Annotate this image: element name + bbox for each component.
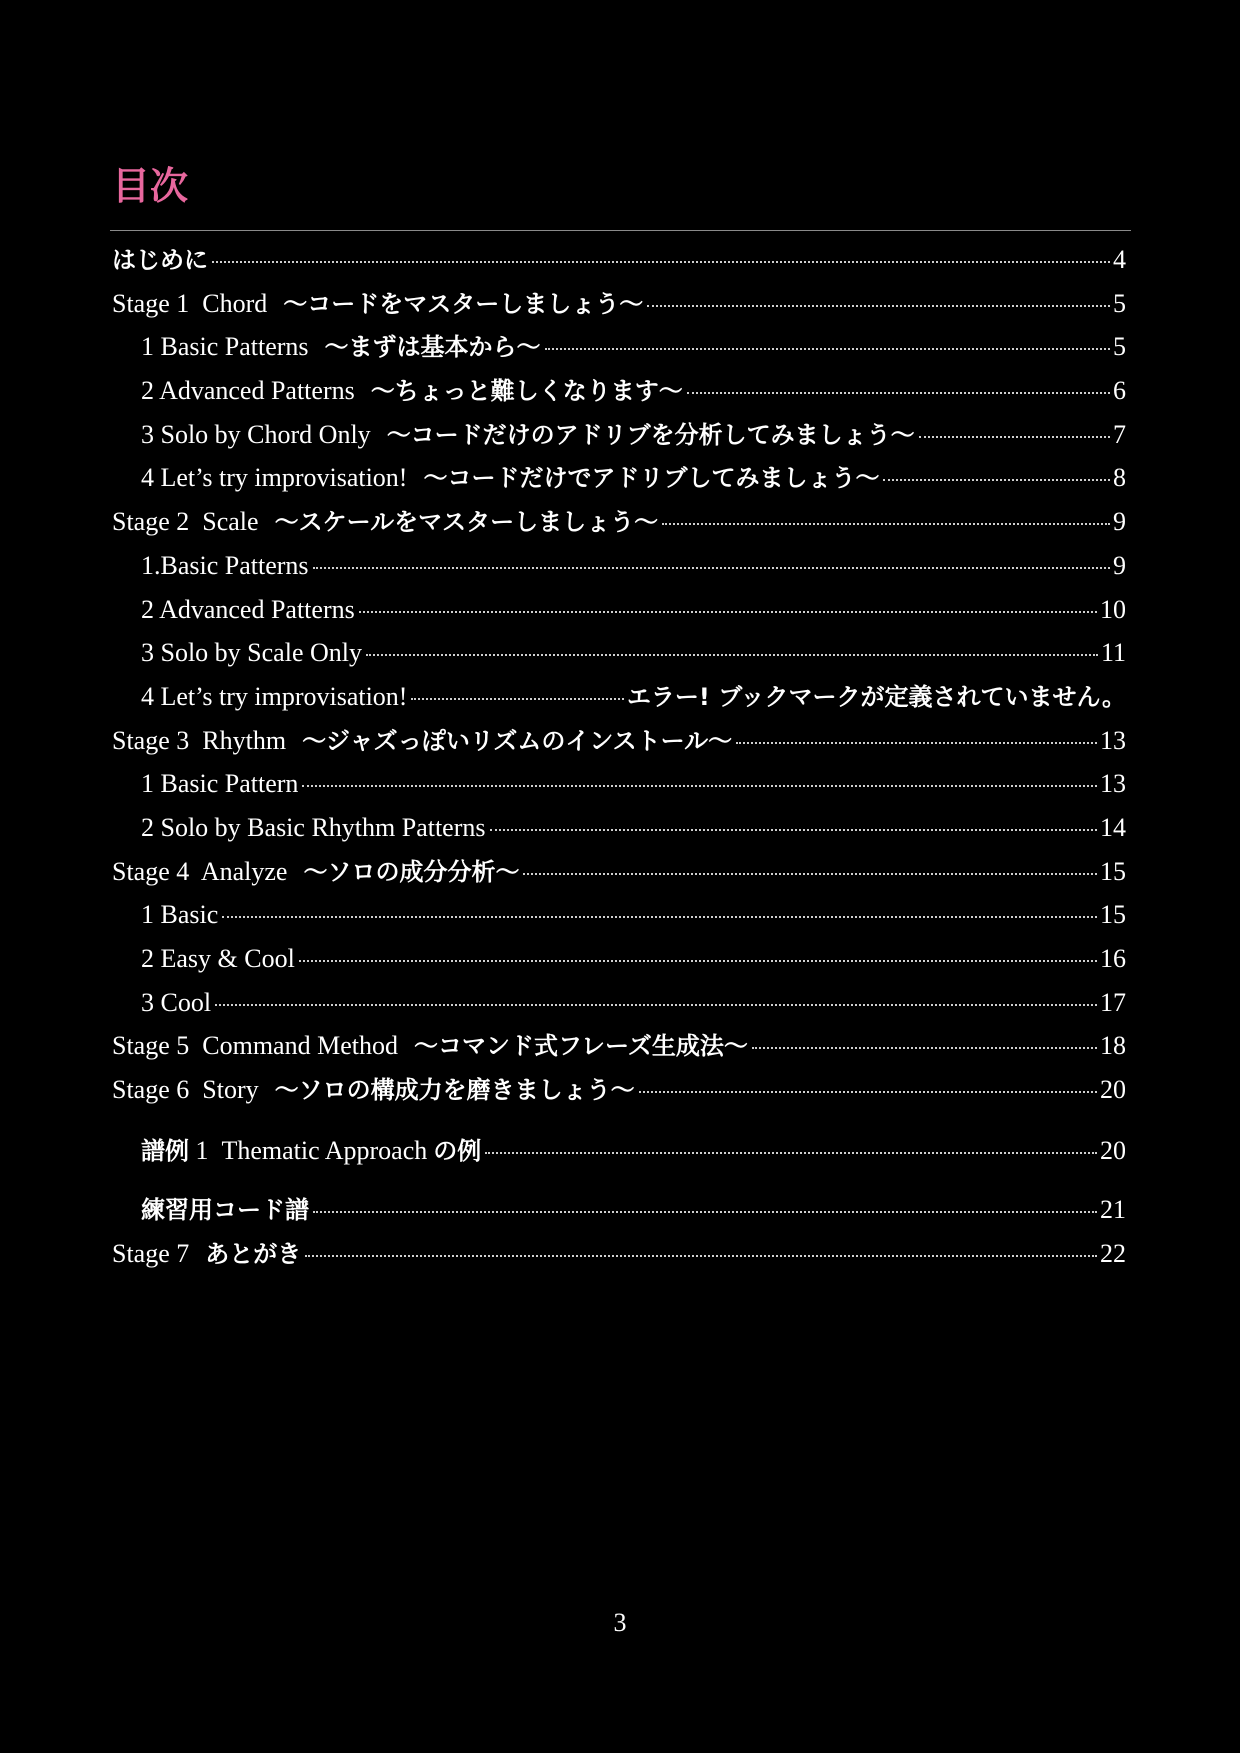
toc-entry-page: 20	[1100, 1135, 1126, 1165]
toc-entry-subtitle: 〜ジャズっぽいリズムのインストール〜	[302, 726, 733, 755]
dot-leader	[215, 1004, 1097, 1006]
toc-entry-label: 3 Cool	[141, 987, 212, 1017]
toc-entry[interactable]	[112, 631, 1126, 675]
toc-entry-page: 5	[1113, 288, 1126, 318]
toc-entry-title	[141, 675, 407, 719]
toc-entry-title	[112, 1024, 748, 1069]
toc-entry-page: 10	[1100, 594, 1126, 624]
toc-entry[interactable]	[112, 1188, 1126, 1232]
table-of-contents	[112, 238, 1126, 1276]
toc-entry-subtitle: 〜ソロの構成力を磨きましょう〜	[274, 1076, 635, 1105]
toc-entry-label: 2 Easy & Cool	[141, 944, 295, 973]
toc-entry[interactable]	[112, 1232, 1126, 1276]
toc-entry[interactable]	[112, 325, 1126, 369]
dot-leader	[662, 523, 1110, 525]
toc-entry-label: 1 Basic Pattern	[141, 769, 299, 799]
toc-entry-label: Stage 4 Analyze	[112, 856, 288, 886]
toc-entry-label: 1.Basic Patterns	[141, 550, 309, 580]
toc-entry-title	[141, 806, 486, 850]
toc-entry-label: Stage 3 Rhythm	[112, 725, 287, 755]
toc-entry[interactable]	[112, 456, 1126, 500]
page-number: 3	[613, 1608, 627, 1637]
dot-leader	[313, 1211, 1097, 1213]
toc-entry[interactable]	[112, 413, 1126, 457]
toc-entry-prefix: 譜例	[141, 1136, 189, 1165]
toc-entry-page: 8	[1113, 463, 1126, 493]
toc-entry-label: Stage 5 Command Method	[112, 1031, 398, 1061]
toc-entry-subtitle: はじめに	[112, 246, 208, 274]
toc-entry-title	[141, 369, 683, 414]
toc-entry-label: 2 Advanced Patterns	[141, 594, 355, 624]
toc-entry[interactable]	[112, 500, 1126, 544]
dot-leader	[545, 348, 1110, 350]
toc-entry-page: 18	[1100, 1031, 1126, 1061]
toc-entry-page: 13	[1100, 769, 1126, 799]
toc-entry-label: 4 Let’s try improvisation!	[141, 463, 408, 493]
toc-entry-subtitle: 〜コードだけでアドリブしてみましょう〜	[423, 464, 880, 493]
toc-entry-subtitle: 練習用コード譜	[141, 1196, 309, 1225]
toc-entry-title	[112, 850, 519, 895]
toc-entry[interactable]	[112, 1129, 1126, 1173]
toc-entry-label: Stage 1 Chord	[112, 288, 268, 318]
toc-entry[interactable]	[112, 282, 1126, 326]
dot-leader	[883, 479, 1110, 481]
toc-entry-page: 13	[1100, 725, 1126, 755]
toc-entry[interactable]	[112, 1024, 1126, 1068]
dot-leader	[736, 742, 1097, 744]
toc-entry-title	[112, 282, 643, 327]
toc-entry-title	[141, 1188, 309, 1233]
toc-entry-title	[141, 456, 879, 501]
toc-entry-label: 3 Solo by Chord Only	[141, 419, 371, 449]
toc-entry-label: Stage 7	[112, 1239, 190, 1269]
toc-entry[interactable]	[112, 937, 1126, 981]
toc-entry-title	[112, 500, 658, 545]
toc-entry[interactable]	[112, 1068, 1126, 1112]
toc-entry-page: 22	[1100, 1239, 1126, 1269]
toc-entry-page: 16	[1100, 944, 1126, 973]
toc-entry-page: 11	[1100, 638, 1126, 668]
toc-entry-title	[141, 413, 915, 458]
toc-entry-title	[141, 1129, 481, 1174]
dot-leader	[313, 567, 1110, 569]
toc-entry-label: 1 Basic Patterns	[141, 332, 309, 362]
page-title: 目次	[112, 164, 189, 208]
toc-entry-page: 9	[1113, 507, 1126, 537]
toc-entry[interactable]	[112, 893, 1126, 937]
toc-entry-page: 17	[1100, 987, 1126, 1017]
toc-entry-label: 3 Solo by Scale Only	[141, 638, 362, 668]
toc-entry-page: 20	[1100, 1075, 1126, 1105]
toc-entry-subtitle: 〜ちょっと難しくなります〜	[370, 377, 683, 406]
toc-entry[interactable]	[112, 981, 1126, 1025]
toc-entry-title	[112, 1068, 635, 1113]
toc-entry-page: 4	[1113, 245, 1126, 274]
toc-entry-page: エラー! ブックマークが定義されていません。	[626, 682, 1126, 711]
dot-leader	[299, 960, 1097, 962]
toc-entry-label: Stage 6 Story	[112, 1075, 259, 1105]
toc-entry[interactable]	[112, 369, 1126, 413]
toc-entry-label: 2 Advanced Patterns	[141, 376, 355, 406]
dot-leader	[752, 1047, 1097, 1049]
toc-entry-page: 15	[1100, 900, 1126, 930]
toc-entry-subtitle: 〜まずは基本から〜	[324, 333, 541, 362]
dot-leader	[523, 873, 1097, 875]
toc-entry-subtitle: 〜コードだけのアドリブを分析してみましょう〜	[386, 420, 915, 449]
toc-entry-page: 14	[1100, 812, 1126, 842]
dot-leader	[411, 698, 623, 700]
dot-leader	[639, 1091, 1097, 1093]
toc-entry-title	[141, 588, 355, 632]
dot-leader	[305, 1255, 1097, 1257]
toc-entry-page: 9	[1113, 550, 1126, 580]
dot-leader	[919, 436, 1110, 438]
dot-leader	[490, 829, 1098, 831]
toc-entry-subtitle: 〜ソロの成分分析〜	[303, 857, 520, 886]
toc-entry-page: 5	[1113, 332, 1126, 362]
toc-entry-subtitle: の例	[433, 1136, 482, 1165]
dot-leader	[485, 1152, 1097, 1154]
toc-entry[interactable]	[112, 850, 1126, 894]
toc-entry-page: 6	[1113, 376, 1126, 406]
toc-entry-title	[112, 238, 208, 283]
toc-entry-label: 4 Let’s try improvisation!	[141, 681, 408, 711]
toc-entry[interactable]	[112, 719, 1126, 763]
toc-entry-page: 21	[1100, 1195, 1126, 1225]
toc-entry-page: 7	[1113, 419, 1126, 449]
dot-leader	[359, 611, 1097, 613]
toc-entry-subtitle: 〜スケールをマスターしましょう〜	[274, 508, 659, 537]
toc-entry-label: 1 Basic	[141, 900, 219, 930]
toc-entry[interactable]	[112, 675, 1126, 719]
dot-leader	[687, 392, 1110, 394]
toc-entry-label: Stage 2 Scale	[112, 507, 259, 537]
toc-entry-title	[141, 893, 218, 937]
dot-leader	[302, 785, 1097, 787]
dot-leader	[212, 261, 1110, 263]
toc-entry-title	[112, 1232, 301, 1277]
toc-entry-title	[141, 762, 298, 806]
toc-entry-title	[141, 631, 362, 675]
toc-entry-label: 1 Thematic Approach	[195, 1135, 428, 1165]
toc-entry-page: 15	[1100, 856, 1126, 886]
toc-entry[interactable]	[112, 238, 1126, 282]
toc-entry[interactable]	[112, 588, 1126, 632]
toc-entry-subtitle: あとがき	[205, 1240, 302, 1269]
title-divider	[110, 230, 1131, 231]
toc-entry-title	[112, 719, 732, 764]
toc-entry[interactable]	[112, 544, 1126, 588]
toc-entry-subtitle: 〜コマンド式フレーズ生成法〜	[413, 1032, 748, 1061]
dot-leader	[222, 916, 1097, 918]
toc-entry-label: 2 Solo by Basic Rhythm Patterns	[141, 812, 486, 842]
toc-entry-title	[141, 544, 309, 588]
toc-entry-title	[141, 325, 541, 370]
toc-entry-subtitle: 〜コードをマスターしましょう〜	[283, 289, 644, 318]
dot-leader	[366, 654, 1098, 656]
toc-entry-title	[141, 981, 211, 1025]
toc-entry-title	[141, 937, 295, 981]
toc-entry[interactable]	[112, 806, 1126, 850]
toc-entry[interactable]	[112, 762, 1126, 806]
dot-leader	[647, 305, 1110, 307]
